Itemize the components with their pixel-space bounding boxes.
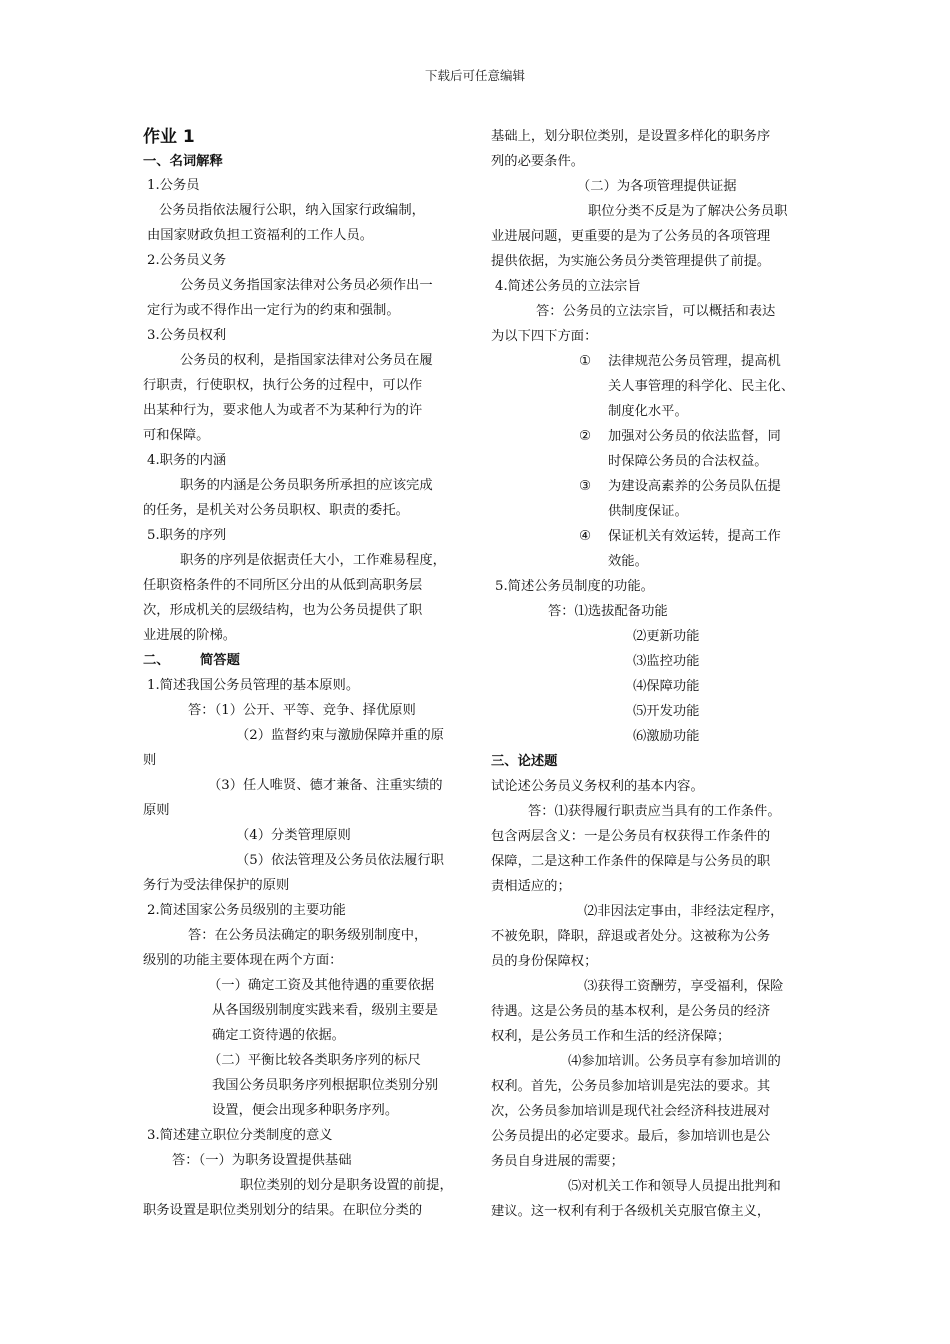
left-text-line: 职务的内涵是公务员职务所承担的应该完成 <box>180 478 433 493</box>
right-text-line: 建议。这一权利有利于各级机关克服官僚主义， <box>491 1204 771 1219</box>
right-text-line: 提供依据，为实施公务员分类管理提供了前提。 <box>491 254 771 269</box>
right-text-line: 职位分类不反是为了解决公务员职 <box>588 204 788 219</box>
right-text-line: 员的身份保障权； <box>491 954 598 969</box>
left-text-line: 业进展的阶梯。 <box>143 628 237 643</box>
page-header: 下载后可任意编辑 <box>424 68 525 83</box>
left-text-line: 3.公务员权利 <box>147 328 227 343</box>
right-text-line: 不被免职，降职，辞退或者处分。这被称为公务 <box>491 929 771 944</box>
right-text-line: 次，公务员参加培训是现代社会经济科技进展对 <box>491 1104 771 1119</box>
left-text-line: 公务员指依法履行公职，纳入国家行政编制， <box>159 203 425 218</box>
right-text-line: 责相适应的； <box>491 879 571 894</box>
left-text-line: 定行为或不得作出一定行为的约束和强制。 <box>147 303 400 318</box>
list-number-marker: ② <box>579 429 591 444</box>
left-text-line: 职位类别的划分是职务设置的前提， <box>240 1178 453 1193</box>
left-text-line: 设置，便会出现多种职务序列。 <box>212 1103 399 1118</box>
right-text-line: 加强对公务员的依法监督，同 <box>608 429 781 444</box>
right-text-line: 业进展问题，更重要的是为了公务员的各项管理 <box>491 229 771 244</box>
left-text-line: （2）监督约束与激励保障并重的原 <box>236 728 444 743</box>
left-text-line: 作业 1 <box>143 127 195 147</box>
right-text-line: ⑷保障功能 <box>633 679 700 694</box>
left-text-line: 级别的功能主要体现在两个方面： <box>143 953 343 968</box>
left-text-line: 次，形成机关的层级结构，也为公务员提供了职 <box>143 603 423 618</box>
right-text-line: 答：⑴选拔配备功能 <box>548 604 668 619</box>
right-text-line: 关人事管理的科学化、民主化、 <box>608 379 795 394</box>
right-text-line: ⑶获得工资酬劳，享受福利，保险 <box>584 979 784 994</box>
right-text-line: 待遇。这是公务员的基本权利，是公务员的经济 <box>491 1004 771 1019</box>
left-text-line: 答：在公务员法确定的职务级别制度中， <box>188 928 428 943</box>
left-text-line: 职务的序列是依据责任大小，工作难易程度， <box>180 553 446 568</box>
right-text-line: 列的必要条件。 <box>491 154 585 169</box>
right-text-line: 效能。 <box>608 554 648 569</box>
left-text-line: 任职资格条件的不同所区分出的从低到高职务层 <box>143 578 423 593</box>
left-text-line: （3）任人唯贤、德才兼备、注重实绩的 <box>208 778 443 793</box>
right-text-line: 务员自身进展的需要； <box>491 1154 624 1169</box>
right-text-line: 答：⑴获得履行职责应当具有的工作条件。 <box>528 804 781 819</box>
left-text-line: 务行为受法律保护的原则 <box>143 878 290 893</box>
right-text-line: ⑷参加培训。公务员享有参加培训的 <box>568 1054 781 1069</box>
left-text-line: 行职责，行使职权，执行公务的过程中，可以作 <box>143 378 423 393</box>
left-text-line: 2.简述国家公务员级别的主要功能 <box>147 903 346 918</box>
right-text-line: （二）为各项管理提供证据 <box>577 179 737 194</box>
left-text-line: 1.简述我国公务员管理的基本原则。 <box>147 678 360 693</box>
left-text-line: 3.简述建立职位分类制度的意义 <box>147 1128 333 1143</box>
left-text-line: 二、 <box>143 653 170 668</box>
list-number-marker: ① <box>579 354 591 369</box>
left-text-line: 4.职务的内涵 <box>147 453 227 468</box>
right-text-line: 为以下四下方面： <box>491 329 598 344</box>
left-text-line: 可和保障。 <box>143 428 210 443</box>
right-text-line: 公务员提出的必定要求。最后，参加培训也是公 <box>491 1129 771 1144</box>
right-text-line: 基础上，划分职位类别，是设置多样化的职务序 <box>491 129 771 144</box>
right-text-line: 为建设高素养的公务员队伍提 <box>608 479 781 494</box>
left-text-line: 原则 <box>143 803 170 818</box>
right-text-line: 保证机关有效运转，提高工作 <box>608 529 781 544</box>
right-text-line: 三、论述题 <box>491 754 558 769</box>
list-number-marker: ③ <box>579 479 591 494</box>
left-text-line: 从各国级别制度实践来看，级别主要是 <box>212 1003 439 1018</box>
left-text-line: 简答题 <box>200 653 240 668</box>
left-text-line: 则 <box>143 753 157 768</box>
left-text-line: 1.公务员 <box>147 178 200 193</box>
right-text-line: 时保障公务员的合法权益。 <box>608 454 768 469</box>
right-text-line: 保障，二是这种工作条件的保障是与公务员的职 <box>491 854 771 869</box>
right-text-line: ⑵更新功能 <box>633 629 700 644</box>
left-text-line: 职务设置是职位类别划分的结果。在职位分类的 <box>143 1203 423 1218</box>
left-text-line: （5）依法管理及公务员依法履行职 <box>236 853 444 868</box>
right-text-line: 包含两层含义：一是公务员有权获得工作条件的 <box>491 829 771 844</box>
left-text-line: （一）确定工资及其他待遇的重要依据 <box>208 978 435 993</box>
left-text-line: 5.职务的序列 <box>147 528 227 543</box>
list-number-marker: ④ <box>579 529 591 544</box>
left-text-line: 由国家财政负担工资福利的工作人员。 <box>147 228 374 243</box>
left-text-line: 公务员义务指国家法律对公务员必须作出一 <box>180 278 433 293</box>
left-text-line: 答：（一）为职务设置提供基础 <box>172 1153 352 1168</box>
right-text-line: 4.简述公务员的立法宗旨 <box>495 279 641 294</box>
left-text-line: 公务员的权利，是指国家法律对公务员在履 <box>180 353 433 368</box>
right-text-line: 5.简述公务员制度的功能。 <box>495 579 654 594</box>
left-text-line: 答：（1）公开、平等、竞争、择优原则 <box>188 703 416 718</box>
left-text-line: 2.公务员义务 <box>147 253 227 268</box>
left-text-line: （二）平衡比较各类职务序列的标尺 <box>208 1053 421 1068</box>
right-text-line: 试论述公务员义务权利的基本内容。 <box>491 779 704 794</box>
right-text-line: 供制度保证。 <box>608 504 688 519</box>
left-text-line: （4）分类管理原则 <box>236 828 351 843</box>
left-text-line: 的任务，是机关对公务员职权、职责的委托。 <box>143 503 409 518</box>
left-text-line: 出某种行为，要求他人为或者不为某种行为的许 <box>143 403 423 418</box>
right-text-line: 法律规范公务员管理，提高机 <box>608 354 781 369</box>
left-text-line: 一、名词解释 <box>143 154 223 169</box>
right-text-line: ⑵非因法定事由，非经法定程序， <box>584 904 784 919</box>
left-text-line: 确定工资待遇的依据。 <box>212 1028 345 1043</box>
right-text-line: ⑸对机关工作和领导人员提出批判和 <box>568 1179 781 1194</box>
right-text-line: 制度化水平。 <box>608 404 688 419</box>
right-text-line: ⑹激励功能 <box>633 729 700 744</box>
right-text-line: ⑶监控功能 <box>633 654 700 669</box>
left-text-line: 我国公务员职务序列根据职位类别分别 <box>212 1078 439 1093</box>
right-text-line: 权利，是公务员工作和生活的经济保障； <box>491 1029 731 1044</box>
right-text-line: ⑸开发功能 <box>633 704 700 719</box>
right-text-line: 答：公务员的立法宗旨，可以概括和表达 <box>536 304 776 319</box>
right-text-line: 权利。首先，公务员参加培训是宪法的要求。其 <box>491 1079 771 1094</box>
